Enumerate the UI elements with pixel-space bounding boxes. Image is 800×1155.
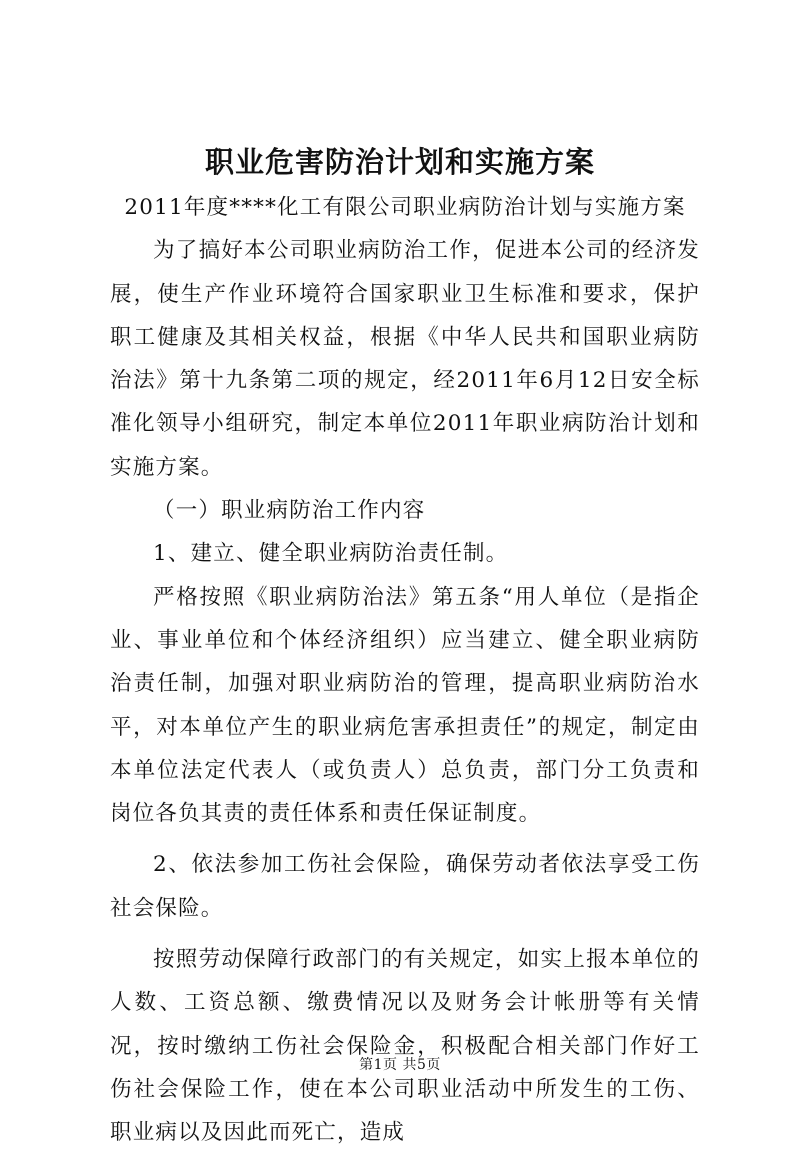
document-title: 职业危害防治计划和实施方案 xyxy=(204,145,595,179)
paragraph-item-2: 按照劳动保障行政部门的有关规定，如实上报本单位的人数、工资总额、缴费情况以及财务会计帐册等有关情况，按时缴纳工伤社会保险金，积极配合相关部门作好工伤社会保险工作，使在本公司职业活动中所发生的工伤、职业病以及因此而死亡，造成 xyxy=(110,947,700,1146)
item-heading-2: 2、依法参加工伤社会保险，确保劳动者依法享受工伤社会保险。 xyxy=(110,852,700,921)
document-body xyxy=(110,186,700,1155)
item-heading-1: 1、建立、健全职业病防治责任制。 xyxy=(153,541,509,567)
page-footer: 第1页 共5页 xyxy=(359,1057,441,1073)
paragraph-item-1: 严格按照《职业病防治法》第五条“用人单位（是指企业、事业单位和个体经济组织）应当建立、健全职业病防治责任制，加强对职业病防治的管理，提高职业病防治水平，对本单位产生的职业病危害承担责任”的规定，制定由本单位法定代表人（或负责人）总负责，部门分工负责和岗位各负其责的责任体系和责任保证制度。 xyxy=(110,584,700,827)
section-heading: （一）职业病防治工作内容 xyxy=(153,498,426,524)
paragraph-intro: 为了搞好本公司职业病防治工作，促进本公司的经济发展，使生产作业环境符合国家职业卫生标准和要求，保护职工健康及其相关权益，根据《中华人民共和国职业病防治法》第十九条第二项的规定，经2011年6月12日安全标准化领导小组研究，制定本单位2011年职业病防治计划和实施方案。 xyxy=(110,238,700,480)
document-subtitle: 2011年度****化工有限公司职业病防治计划与实施方案 xyxy=(124,195,686,220)
